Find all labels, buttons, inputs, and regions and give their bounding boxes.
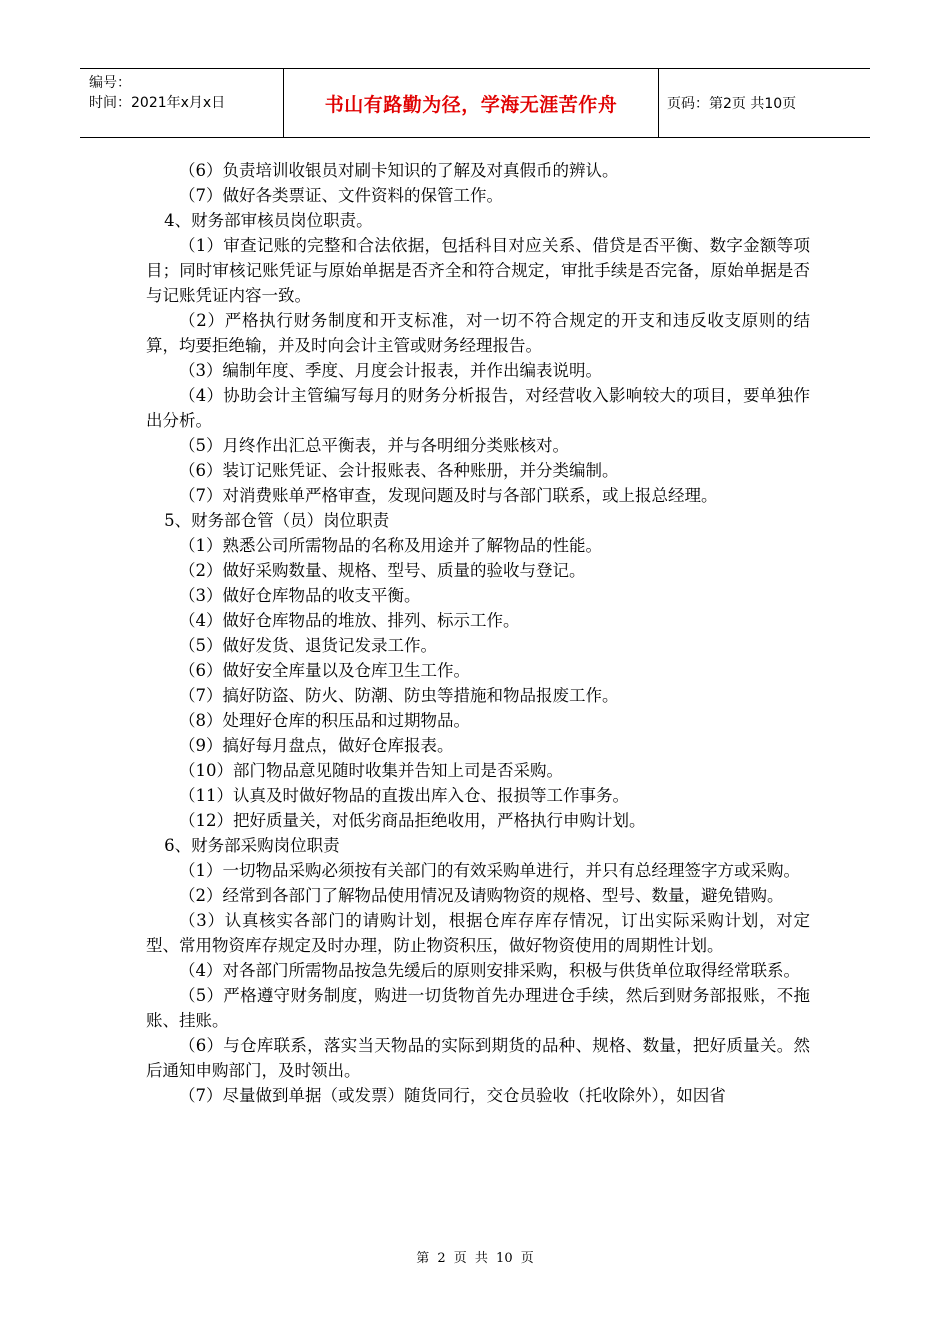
paragraph: （3）认真核实各部门的请购计划，根据仓库存库存情况，订出实际采购计划，对定型、常用物资库存规定及时办理，防止物资积压，做好物资使用的周期性计划。: [146, 911, 810, 955]
section-heading: 4、财务部审核员岗位职责。: [164, 211, 373, 230]
paragraph: （7）做好各类票证、文件资料的保管工作。: [179, 186, 503, 205]
header-page-info: 页码：第2页 共10页: [667, 96, 797, 112]
paragraph: （1）一切物品采购必须按有关部门的有效采购单进行，并只有总经理签字方或采购。: [179, 861, 800, 880]
paragraph: （3）编制年度、季度、月度会计报表，并作出编表说明。: [179, 361, 602, 380]
document-date-label: 时间：2021年x月x日: [89, 95, 226, 111]
paragraph: （11）认真及时做好物品的直拨出库入仓、报损等工作事务。: [179, 786, 629, 805]
header-page-cell: [659, 69, 870, 137]
section-heading: 6、财务部采购岗位职责: [164, 836, 340, 855]
paragraph: （4）做好仓库物品的堆放、排列、标示工作。: [179, 611, 520, 630]
paragraph: （5）严格遵守财务制度，购进一切货物首先办理进仓手续，然后到财务部报账，不拖账、挂账。: [146, 986, 810, 1030]
paragraph: （6）装订记账凭证、会计报账表、各种账册，并分类编制。: [179, 461, 619, 480]
paragraph: （6）与仓库联系，落实当天物品的实际到期货的品种、规格、数量，把好质量关。然后通知申购部门，及时领出。: [146, 1036, 810, 1080]
paragraph: （9）搞好每月盘点，做好仓库报表。: [179, 736, 454, 755]
paragraph: （7）搞好防盗、防火、防潮、防虫等措施和物品报废工作。: [179, 686, 619, 705]
paragraph: （10）部门物品意见随时收集并告知上司是否采购。: [179, 761, 563, 780]
section-heading: 5、财务部仓管（员）岗位职责: [164, 511, 390, 530]
paragraph: （6）做好安全库量以及仓库卫生工作。: [179, 661, 470, 680]
paragraph: （1）审查记账的完整和合法依据，包括科目对应关系、借贷是否平衡、数字金额等项目；同时审核记账凭证与原始单据是否齐全和符合规定，审批手续是否完备，原始单据是否与记账凭证内容一致。: [146, 236, 810, 305]
paragraph: （12）把好质量关，对低劣商品拒绝收用，严格执行申购计划。: [179, 811, 646, 830]
header-motto-cell: [284, 69, 659, 137]
paragraph: （5）做好发货、退货记发录工作。: [179, 636, 437, 655]
paragraph: （4）协助会计主管编写每月的财务分析报告，对经营收入影响较大的项目，要单独作出分析。: [146, 386, 810, 430]
page-footer: 第 2 页 共 10 页: [416, 1251, 534, 1266]
header-meta-cell: [80, 69, 284, 137]
paragraph: （1）熟悉公司所需物品的名称及用途并了解物品的性能。: [179, 536, 602, 555]
paragraph: （5）月终作出汇总平衡表，并与各明细分类账核对。: [179, 436, 569, 455]
paragraph: （7）对消费账单严格审查，发现问题及时与各部门联系，或上报总经理。: [179, 486, 718, 505]
paragraph: （2）严格执行财务制度和开支标准，对一切不符合规定的开支和违反收支原则的结算，均要拒绝输，并及时向会计主管或财务经理报告。: [146, 311, 810, 355]
paragraph: （8）处理好仓库的积压品和过期物品。: [179, 711, 470, 730]
paragraph: （2）经常到各部门了解物品使用情况及请购物资的规格、型号、数量，避免错购。: [179, 886, 784, 905]
paragraph: （6）负责培训收银员对刷卡知识的了解及对真假币的辨认。: [179, 161, 619, 180]
paragraph: （7）尽量做到单据（或发票）随货同行，交仓员验收（托收除外），如因省: [179, 1086, 726, 1105]
paragraph: （3）做好仓库物品的收支平衡。: [179, 586, 421, 605]
document-body: [146, 158, 810, 1108]
paragraph: （2）做好采购数量、规格、型号、质量的验收与登记。: [179, 561, 586, 580]
document-header: [80, 68, 870, 138]
header-motto: 书山有路勤为径，学海无涯苦作舟: [324, 93, 618, 116]
paragraph: （4）对各部门所需物品按急先缓后的原则安排采购，积极与供货单位取得经常联系。: [179, 961, 800, 980]
document-number-label: 编号：: [89, 75, 131, 91]
